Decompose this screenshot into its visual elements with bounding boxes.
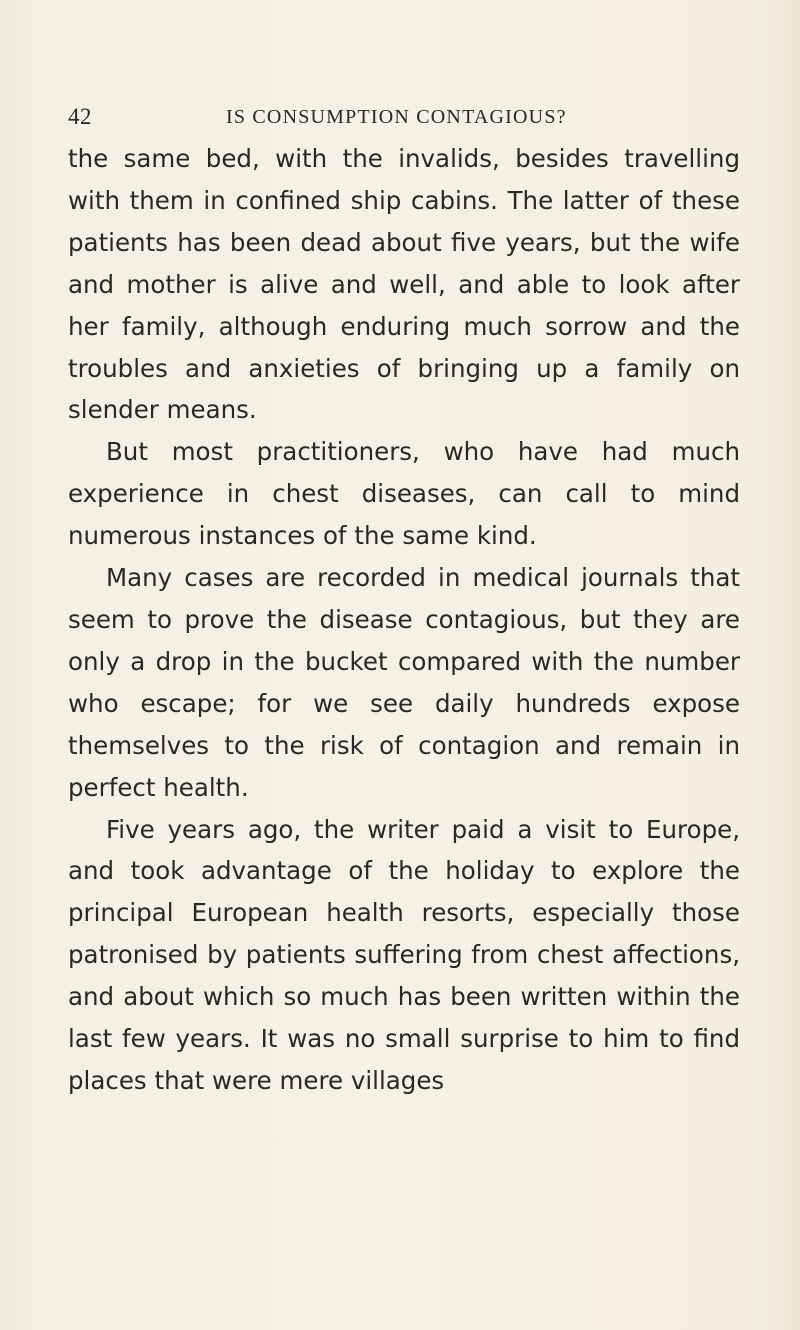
page-number: 42 bbox=[68, 104, 92, 129]
body-text bbox=[68, 138, 740, 1102]
paragraph-2: But most practitioners, who have had much experience in chest diseases, can call to mind numerous instances of the same kind. bbox=[68, 437, 740, 551]
running-head: IS CONSUMPTION CONTAGIOUS? bbox=[226, 106, 567, 128]
page-header bbox=[68, 104, 738, 134]
paragraph-4: Five years ago, the writer paid a visit to Europe, and took advantage of the holiday to explore the principal European health resorts, especially those patronised by patients suffering from chest affections, and about which so much has been written within the last few years. It was no small surprise to him to find places that were mere villages bbox=[68, 814, 740, 1095]
paragraph-1: the same bed, with the invalids, besides travelling with them in confined ship cabins. The latter of these patients has been dead about five years, but the wife and mother is alive and well, and able to look after her family, although enduring much sorrow and the troubles and anxieties of bringing up a family on slender means. bbox=[68, 144, 740, 425]
paragraph-3: Many cases are recorded in medical journals that seem to prove the disease contagious, but they are only a drop in the bucket compared with the number who escape; for we see daily hundreds expose themselves to the risk of contagion and remain in perfect health. bbox=[68, 563, 740, 802]
